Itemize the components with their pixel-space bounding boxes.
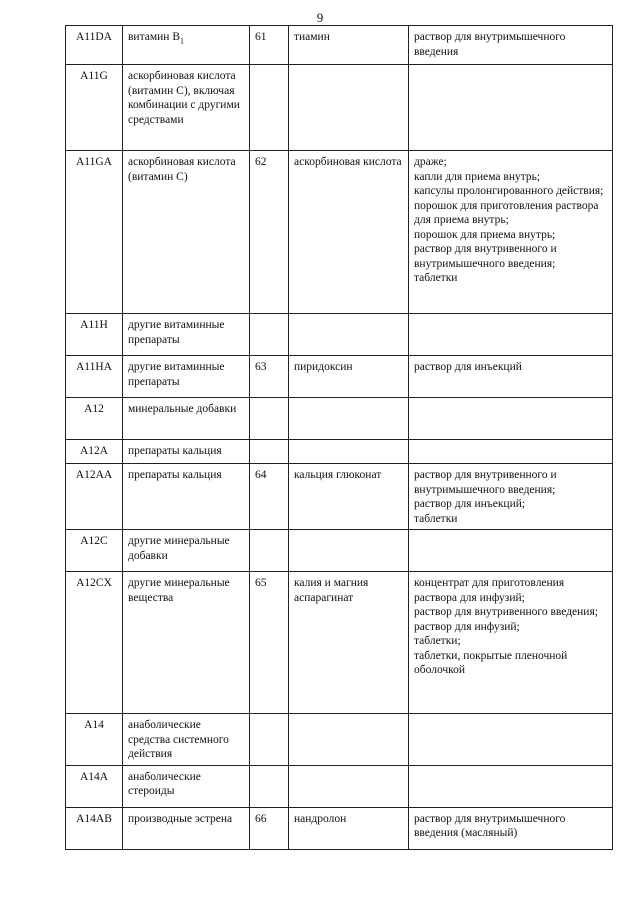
dosage-form-item: раствор для внутримышечного введения (масляный) — [414, 812, 566, 839]
substance-cell — [289, 314, 409, 356]
dosage-forms-cell — [409, 714, 613, 766]
substance-cell — [289, 398, 409, 440]
group-name-text: другие минеральные вещества — [128, 577, 230, 604]
item-number-cell: 62 — [250, 151, 289, 314]
group-name-cell — [123, 26, 250, 65]
group-name-cell — [123, 398, 250, 440]
atc-code-cell: A11H — [66, 314, 123, 356]
group-name-text: аскорбиновая кислота (витамин С) — [128, 156, 236, 183]
dosage-form-item: раствор для внутривенного и внутримышечного введения; — [414, 243, 557, 270]
dosage-form-item: капсулы пролонгированного действия; — [414, 185, 604, 197]
table-row — [66, 398, 613, 440]
dosage-forms-cell — [409, 398, 613, 440]
dosage-form-item: порошок для приготовления раствора для приема внутрь; — [414, 199, 599, 226]
table-row — [66, 26, 613, 65]
dosage-forms-cell — [409, 572, 613, 714]
atc-code-cell: A12 — [66, 398, 123, 440]
group-name-cell — [123, 714, 250, 766]
dosage-form-item: таблетки — [414, 272, 458, 284]
substance-cell: пиридоксин — [289, 356, 409, 398]
substance-cell — [289, 765, 409, 807]
atc-code-cell: A12A — [66, 440, 123, 464]
substance-cell: калия и магния аспарагинат — [289, 572, 409, 714]
dosage-forms-cell — [409, 464, 613, 530]
item-number-cell — [250, 65, 289, 151]
dosage-forms-cell — [409, 26, 613, 65]
atc-code-cell: A11G — [66, 65, 123, 151]
dosage-form-item: капли для приема внутрь; — [414, 170, 541, 183]
table-row — [66, 440, 613, 464]
dosage-forms-cell — [409, 530, 613, 572]
item-number-cell: 63 — [250, 356, 289, 398]
table-row — [66, 314, 613, 356]
dosage-form-item: раствор для внутривенного введения; — [414, 606, 598, 618]
dosage-forms-cell — [409, 356, 613, 398]
group-name-text: анаболические стероиды — [128, 770, 201, 797]
item-number-cell: 65 — [250, 572, 289, 714]
substance-cell: тиамин — [289, 26, 409, 65]
group-name-text: анаболические средства системного действия — [128, 719, 229, 760]
atc-code-cell: A12CX — [66, 572, 123, 714]
dosage-form-item: концентрат для приготовления раствора для инфузий; — [414, 577, 565, 604]
table-row — [66, 151, 613, 314]
atc-code-cell: A14 — [66, 714, 123, 766]
dosage-form-item: раствор для инъекций; — [414, 498, 526, 510]
group-name-text: витамин B — [128, 31, 180, 43]
substance-cell — [289, 714, 409, 766]
item-number-cell: 64 — [250, 464, 289, 530]
dosage-forms-cell — [409, 151, 613, 314]
atc-code-cell: A14AB — [66, 807, 123, 849]
group-name-cell — [123, 314, 250, 356]
item-number-cell — [250, 398, 289, 440]
item-number-cell — [250, 765, 289, 807]
table-row — [66, 765, 613, 807]
dosage-forms-cell — [409, 765, 613, 807]
item-number-cell: 61 — [250, 26, 289, 65]
dosage-form-item: раствор для инфузий; — [414, 620, 520, 633]
dosage-form-item: драже; — [414, 156, 447, 168]
table-row — [66, 572, 613, 714]
substance-cell: аскорбиновая кислота — [289, 151, 409, 314]
dosage-forms-cell — [409, 65, 613, 151]
table-row — [66, 530, 613, 572]
group-name-cell — [123, 440, 250, 464]
table-row — [66, 65, 613, 151]
dosage-forms-cell — [409, 440, 613, 464]
page-number: 9 — [316, 10, 324, 25]
substance-cell: кальция глюконат — [289, 464, 409, 530]
group-name-text: препараты кальция — [128, 445, 222, 457]
dosage-forms-cell — [409, 807, 613, 849]
atc-code-cell: A11GA — [66, 151, 123, 314]
dosage-forms-cell — [409, 314, 613, 356]
group-name-cell — [123, 530, 250, 572]
substance-cell: нандролон — [289, 807, 409, 849]
substance-cell — [289, 65, 409, 151]
group-name-cell — [123, 464, 250, 530]
dosage-form-item: раствор для внутримышечного введения — [414, 31, 566, 58]
table-row — [66, 356, 613, 398]
group-name-cell — [123, 807, 250, 849]
dosage-form-item: раствор для инъекций — [414, 361, 522, 373]
atc-code-cell: A11HA — [66, 356, 123, 398]
group-name-text: другие минеральные добавки — [128, 535, 230, 562]
item-number-cell — [250, 314, 289, 356]
item-number-cell — [250, 530, 289, 572]
group-name-subscript: 1 — [180, 36, 184, 46]
dosage-form-item: раствор для внутривенного и внутримышечного введения; — [414, 469, 557, 496]
substance-cell — [289, 530, 409, 572]
atc-code-cell: A12C — [66, 530, 123, 572]
table-row — [66, 464, 613, 530]
group-name-text: другие витаминные препараты — [128, 319, 225, 346]
group-name-cell — [123, 572, 250, 714]
group-name-text: аскорбиновая кислота (витамин С), включая комбинации с другими средствами — [128, 70, 240, 126]
substance-cell — [289, 440, 409, 464]
dosage-form-item: таблетки, покрытые пленочной оболочкой — [414, 649, 568, 676]
group-name-cell — [123, 765, 250, 807]
table-row — [66, 714, 613, 766]
dosage-form-item: таблетки; — [414, 635, 461, 647]
item-number-cell — [250, 714, 289, 766]
item-number-cell: 66 — [250, 807, 289, 849]
item-number-cell — [250, 440, 289, 464]
table-row — [66, 807, 613, 849]
drug-list-table — [65, 25, 613, 850]
group-name-text: производные эстрена — [128, 812, 233, 825]
dosage-form-item: таблетки — [414, 512, 458, 525]
atc-code-cell: A12AA — [66, 464, 123, 530]
group-name-text: другие витаминные препараты — [128, 361, 225, 388]
dosage-form-item: порошок для приема внутрь; — [414, 228, 556, 241]
atc-code-cell: A14A — [66, 765, 123, 807]
group-name-cell — [123, 356, 250, 398]
group-name-text: минеральные добавки — [128, 403, 237, 415]
group-name-cell — [123, 151, 250, 314]
group-name-cell — [123, 65, 250, 151]
group-name-text: препараты кальция — [128, 469, 222, 481]
atc-code-cell: A11DA — [66, 26, 123, 65]
